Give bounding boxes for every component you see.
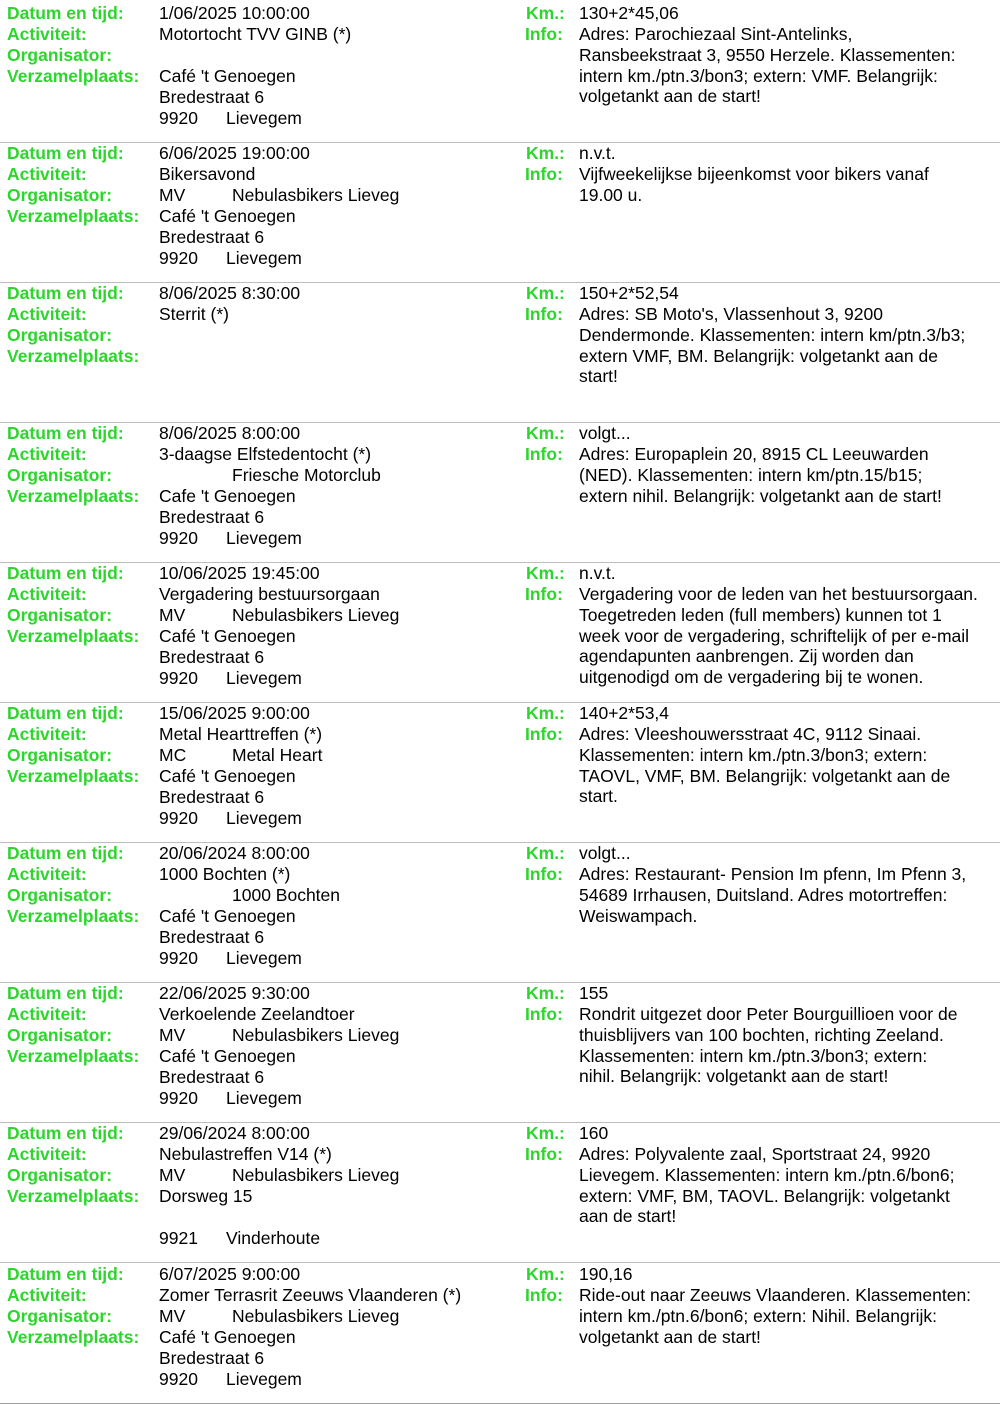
- date-time-value: 20/06/2024 8:00:00: [159, 843, 310, 863]
- km-label: Km.:: [526, 3, 565, 23]
- meeting-place-city: Lievegem: [226, 108, 302, 128]
- km-value: 155: [579, 983, 609, 1003]
- organizer-label: Organisator:: [7, 45, 113, 65]
- activity-label: Activiteit:: [7, 1144, 87, 1164]
- activity-label: Activiteit:: [7, 304, 87, 324]
- meeting-place-label: Verzamelplaats:: [7, 766, 140, 786]
- organizer-label: Organisator:: [7, 325, 113, 345]
- activity-value: Bikersavond: [159, 164, 256, 184]
- info-text: Adres: Parochiezaal Sint-Antelinks, Ransbeekstraat 3, 9550 Herzele. Klassementen: intern km./ptn.3/bon3; extern: VMF. Belangrijk: volgetankt aan de start!: [579, 24, 956, 107]
- activity-value: Vergadering bestuursorgaan: [159, 584, 380, 604]
- meeting-place-label: Verzamelplaats:: [7, 1186, 140, 1206]
- km-value: 140+2*53,4: [579, 703, 670, 723]
- date-time-value: 8/06/2025 8:30:00: [159, 283, 301, 303]
- meeting-place-label: Verzamelplaats:: [7, 906, 140, 926]
- info-text: Vergadering voor de leden van het bestuursorgaan. Toegetreden leden (full members) kunnen tot 1 week voor de vergadering, schriftelijk of per e-mail agendapunten aanbrengen. Zij worden dan uitgenodigd om de vergadering bij te wonen.: [579, 584, 978, 688]
- meeting-place-postcode: 9920: [159, 808, 198, 828]
- date-time-value: 29/06/2024 8:00:00: [159, 1123, 310, 1143]
- meeting-place-postcode: 9920: [159, 248, 198, 268]
- event-record: [0, 563, 1000, 703]
- date-time-label: Datum en tijd:: [7, 1264, 124, 1284]
- activity-value: Motortocht TVV GINB (*): [159, 24, 352, 44]
- event-record: [0, 1123, 1000, 1263]
- date-time-value: 8/06/2025 8:00:00: [159, 423, 301, 443]
- meeting-place-city: Lievegem: [226, 528, 302, 548]
- meeting-place-city: Lievegem: [226, 248, 302, 268]
- activity-label: Activiteit:: [7, 24, 87, 44]
- info-text: Adres: SB Moto's, Vlassenhout 3, 9200 Dendermonde. Klassementen: intern km/ptn.3/b3; extern VMF, BM. Belangrijk: volgetankt aan de start!: [579, 304, 966, 387]
- meeting-place-city: Lievegem: [226, 808, 302, 828]
- meeting-place-label: Verzamelplaats:: [7, 1327, 140, 1347]
- activity-value: Metal Hearttreffen (*): [159, 724, 323, 744]
- event-record: [0, 1264, 1000, 1404]
- date-time-label: Datum en tijd:: [7, 283, 124, 303]
- organizer-name: Nebulasbikers Lieveg: [232, 1165, 400, 1185]
- info-label: Info:: [525, 1285, 563, 1305]
- meeting-place-postcode: 9920: [159, 948, 198, 968]
- meeting-place-city: Lievegem: [226, 948, 302, 968]
- meeting-place-label: Verzamelplaats:: [7, 1046, 140, 1066]
- date-time-label: Datum en tijd:: [7, 143, 124, 163]
- organizer-label: Organisator:: [7, 1165, 113, 1185]
- info-text: Adres: Polyvalente zaal, Sportstraat 24, 9920 Lievegem. Klassementen: intern km./ptn.6/bon6; extern: VMF, BM, TAOVL. Belangrijk: volgetankt aan de start!: [579, 1144, 955, 1227]
- organizer-name: Nebulasbikers Lieveg: [232, 605, 400, 625]
- km-label: Km.:: [526, 143, 565, 163]
- meeting-place-street: Bredestraat 6: [159, 87, 265, 107]
- date-time-value: 15/06/2025 9:00:00: [159, 703, 310, 723]
- organizer-name: 1000 Bochten: [232, 885, 341, 905]
- activity-label: Activiteit:: [7, 1285, 87, 1305]
- date-time-label: Datum en tijd:: [7, 1123, 124, 1143]
- date-time-label: Datum en tijd:: [7, 983, 124, 1003]
- meeting-place-street: Bredestraat 6: [159, 787, 265, 807]
- km-label: Km.:: [526, 563, 565, 583]
- organizer-name: Nebulasbikers Lieveg: [232, 1025, 400, 1045]
- activity-value: 3-daagse Elfstedentocht (*): [159, 444, 372, 464]
- activity-value: 1000 Bochten (*): [159, 864, 291, 884]
- km-value: 130+2*45,06: [579, 3, 679, 23]
- date-time-value: 6/06/2025 19:00:00: [159, 143, 310, 163]
- meeting-place-name: Dorsweg 15: [159, 1186, 253, 1206]
- meeting-place-city: Vinderhoute: [226, 1228, 321, 1248]
- meeting-place-name: Café 't Genoegen: [159, 626, 296, 646]
- activity-label: Activiteit:: [7, 444, 87, 464]
- organizer-code: MV: [159, 605, 186, 625]
- organizer-code: MV: [159, 185, 186, 205]
- event-record: [0, 423, 1000, 563]
- meeting-place-street: Bredestraat 6: [159, 647, 265, 667]
- info-label: Info:: [525, 864, 563, 884]
- km-value: 190,16: [579, 1264, 633, 1284]
- meeting-place-city: Lievegem: [226, 668, 302, 688]
- activity-label: Activiteit:: [7, 864, 87, 884]
- meeting-place-street: Bredestraat 6: [159, 227, 265, 247]
- meeting-place-city: Lievegem: [226, 1088, 302, 1108]
- km-label: Km.:: [526, 983, 565, 1003]
- activity-label: Activiteit:: [7, 584, 87, 604]
- info-label: Info:: [525, 304, 563, 324]
- info-text: Ride-out naar Zeeuws Vlaanderen. Klassementen: intern km./ptn.6/bon6; extern: Nihil. Belangrijk: volgetankt aan de start!: [579, 1285, 972, 1347]
- km-label: Km.:: [526, 703, 565, 723]
- activity-label: Activiteit:: [7, 1004, 87, 1024]
- activity-value: Nebulastreffen V14 (*): [159, 1144, 332, 1164]
- date-time-label: Datum en tijd:: [7, 563, 124, 583]
- km-label: Km.:: [526, 1264, 565, 1284]
- info-text: Adres: Restaurant- Pension Im pfenn, Im Pfenn 3, 54689 Irrhausen, Duitsland. Adres motortreffen: Weiswampach.: [579, 864, 967, 926]
- km-label: Km.:: [526, 843, 565, 863]
- organizer-label: Organisator:: [7, 185, 113, 205]
- activity-label: Activiteit:: [7, 724, 87, 744]
- date-time-label: Datum en tijd:: [7, 3, 124, 23]
- organizer-code: MV: [159, 1025, 186, 1045]
- info-label: Info:: [525, 24, 563, 44]
- km-value: 160: [579, 1123, 609, 1143]
- meeting-place-label: Verzamelplaats:: [7, 66, 140, 86]
- info-label: Info:: [525, 724, 563, 744]
- km-value: n.v.t.: [579, 563, 616, 583]
- date-time-label: Datum en tijd:: [7, 703, 124, 723]
- info-label: Info:: [525, 1144, 563, 1164]
- date-time-value: 6/07/2025 9:00:00: [159, 1264, 301, 1284]
- date-time-value: 1/06/2025 10:00:00: [159, 3, 310, 23]
- info-label: Info:: [525, 1004, 563, 1024]
- info-label: Info:: [525, 164, 563, 184]
- activity-label: Activiteit:: [7, 164, 87, 184]
- date-time-value: 10/06/2025 19:45:00: [159, 563, 320, 583]
- date-time-label: Datum en tijd:: [7, 423, 124, 443]
- event-record: [0, 3, 1000, 143]
- meeting-place-name: Café 't Genoegen: [159, 1327, 296, 1347]
- info-text: Rondrit uitgezet door Peter Bourguillioen voor de thuisblijvers van 100 bochten, richting Zeeland. Klassementen: intern km./ptn.3/bon3; extern: nihil. Belangrijk: volgetankt aan de start!: [579, 1004, 958, 1087]
- organizer-label: Organisator:: [7, 605, 113, 625]
- km-label: Km.:: [526, 283, 565, 303]
- event-record: [0, 983, 1000, 1123]
- meeting-place-postcode: 9920: [159, 1369, 198, 1389]
- meeting-place-postcode: 9920: [159, 668, 198, 688]
- info-text: Adres: Europaplein 20, 8915 CL Leeuwarden (NED). Klassementen: intern km/ptn.15/b15; extern nihil. Belangrijk: volgetankt aan de start!: [579, 444, 942, 506]
- organizer-name: Friesche Motorclub: [232, 465, 381, 485]
- meeting-place-label: Verzamelplaats:: [7, 206, 140, 226]
- km-value: volgt...: [579, 843, 631, 863]
- km-value: 150+2*52,54: [579, 283, 679, 303]
- activity-value: Verkoelende Zeelandtoer: [159, 1004, 355, 1024]
- meeting-place-street: Bredestraat 6: [159, 1348, 265, 1368]
- km-value: volgt...: [579, 423, 631, 443]
- meeting-place-label: Verzamelplaats:: [7, 346, 140, 366]
- meeting-place-postcode: 9920: [159, 108, 198, 128]
- date-time-label: Datum en tijd:: [7, 843, 124, 863]
- organizer-code: MV: [159, 1165, 186, 1185]
- organizer-code: MV: [159, 1306, 186, 1326]
- meeting-place-name: Café 't Genoegen: [159, 906, 296, 926]
- activity-value: Zomer Terrasrit Zeeuws Vlaanderen (*): [159, 1285, 462, 1305]
- organizer-name: Nebulasbikers Lieveg: [232, 185, 400, 205]
- info-label: Info:: [525, 444, 563, 464]
- info-text: Adres: Vleeshouwersstraat 4C, 9112 Sinaai. Klassementen: intern km./ptn.3/bon3; extern: TAOVL, VMF, BM. Belangrijk: volgetankt aan de start.: [579, 724, 951, 807]
- meeting-place-label: Verzamelplaats:: [7, 486, 140, 506]
- meeting-place-name: Cafe 't Genoegen: [159, 486, 296, 506]
- meeting-place-name: Café 't Genoegen: [159, 1046, 296, 1066]
- meeting-place-name: Café 't Genoegen: [159, 766, 296, 786]
- meeting-place-street: Bredestraat 6: [159, 507, 265, 527]
- event-record: [0, 283, 1000, 423]
- meeting-place-name: Café 't Genoegen: [159, 206, 296, 226]
- date-time-value: 22/06/2025 9:30:00: [159, 983, 310, 1003]
- activity-value: Sterrit (*): [159, 304, 229, 324]
- km-label: Km.:: [526, 1123, 565, 1143]
- km-value: n.v.t.: [579, 143, 616, 163]
- record-divider: [0, 1262, 1000, 1263]
- km-label: Km.:: [526, 423, 565, 443]
- info-text: Vijfweekelijkse bijeenkomst voor bikers vanaf 19.00 u.: [579, 164, 929, 205]
- organizer-label: Organisator:: [7, 465, 113, 485]
- meeting-place-postcode: 9920: [159, 1088, 198, 1108]
- meeting-place-postcode: 9920: [159, 528, 198, 548]
- organizer-label: Organisator:: [7, 1306, 113, 1326]
- meeting-place-street: Bredestraat 6: [159, 1067, 265, 1087]
- meeting-place-city: Lievegem: [226, 1369, 302, 1389]
- info-label: Info:: [525, 584, 563, 604]
- organizer-code: MC: [159, 745, 187, 765]
- event-record: [0, 143, 1000, 283]
- meeting-place-street: Bredestraat 6: [159, 927, 265, 947]
- organizer-label: Organisator:: [7, 885, 113, 905]
- meeting-place-postcode: 9921: [159, 1228, 198, 1248]
- event-record: [0, 703, 1000, 843]
- organizer-label: Organisator:: [7, 745, 113, 765]
- organizer-name: Metal Heart: [232, 745, 323, 765]
- organizer-label: Organisator:: [7, 1025, 113, 1045]
- event-record: [0, 843, 1000, 983]
- meeting-place-name: Café 't Genoegen: [159, 66, 296, 86]
- meeting-place-label: Verzamelplaats:: [7, 626, 140, 646]
- organizer-name: Nebulasbikers Lieveg: [232, 1306, 400, 1326]
